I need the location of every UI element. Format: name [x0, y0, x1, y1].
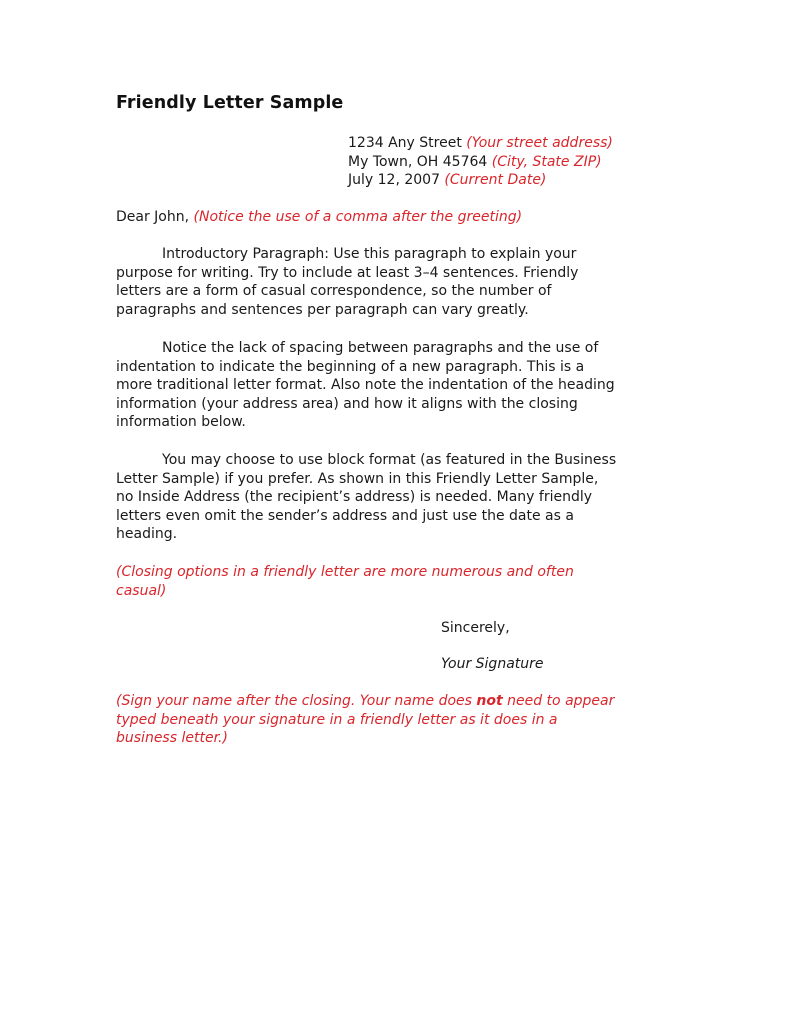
paragraph-line: heading. [116, 526, 178, 543]
city-state-zip-note: (City, State ZIP) [491, 153, 602, 170]
note-line: business letter.) [116, 730, 228, 747]
paragraph-line: paragraphs and sentences per paragraph can vary greatly. [116, 301, 529, 318]
paragraph-line: no Inside Address (the recipient’s address) is needed. Many friendly [116, 489, 593, 506]
document-title: Friendly Letter Sample [116, 93, 344, 113]
paragraph-line: letters are a form of casual correspondence, so the number of [116, 283, 552, 300]
signature-note-emphasis: not [476, 693, 503, 709]
greeting-text: Dear John, [116, 209, 194, 225]
paragraph-line: information (your address area) and how it aligns with the closing [116, 395, 578, 412]
signature-block [441, 655, 544, 674]
paragraph-line: You may choose to use block format (as featured in the Business [162, 452, 617, 468]
signature-text: Your Signature [441, 656, 544, 672]
note-line: typed beneath your signature in a friendly letter as it does in a [116, 711, 558, 728]
city-state-zip-line [348, 153, 613, 172]
date-line [348, 171, 613, 190]
paragraph-block-format [116, 451, 686, 544]
paragraph-line: information below. [116, 414, 246, 431]
greeting [116, 208, 686, 227]
paragraph-line: Notice the lack of spacing between paragraphs and the use of [162, 340, 599, 356]
signature-note [116, 692, 686, 748]
street-address-line [348, 134, 613, 153]
paragraph-line: Introductory Paragraph: Use this paragraph to explain your [162, 246, 577, 262]
greeting-note: (Notice the use of a comma after the greeting) [193, 209, 523, 225]
current-date-note: (Current Date) [444, 172, 547, 189]
note-line: casual) [116, 582, 167, 599]
closing-options-note [116, 563, 686, 600]
paragraph-introductory [116, 245, 686, 319]
paragraph-formatting [116, 339, 686, 432]
street-address-note: (Your street address) [466, 135, 613, 151]
paragraph-line: indentation to indicate the beginning of a new paragraph. This is a [116, 358, 585, 375]
paragraph-line: purpose for writing. Try to include at least 3–4 sentences. Friendly [116, 264, 579, 281]
closing-block [441, 619, 510, 638]
note-line: (Closing options in a friendly letter are more numerous and often [116, 564, 574, 580]
signature-note-text: (Sign your name after the closing. Your name does [116, 693, 477, 709]
signature-note-text: need to appear [502, 693, 615, 709]
paragraph-line: Letter Sample) if you prefer. As shown in this Friendly Letter Sample, [116, 470, 599, 487]
sender-heading [348, 134, 613, 190]
street-address: 1234 Any Street [348, 135, 467, 151]
closing-text: Sincerely, [441, 620, 510, 636]
current-date: July 12, 2007 [348, 172, 445, 189]
city-state-zip: My Town, OH 45764 [348, 153, 492, 170]
paragraph-line: letters even omit the sender’s address and just use the date as a [116, 507, 574, 524]
paragraph-line: more traditional letter format. Also note the indentation of the heading [116, 377, 615, 394]
